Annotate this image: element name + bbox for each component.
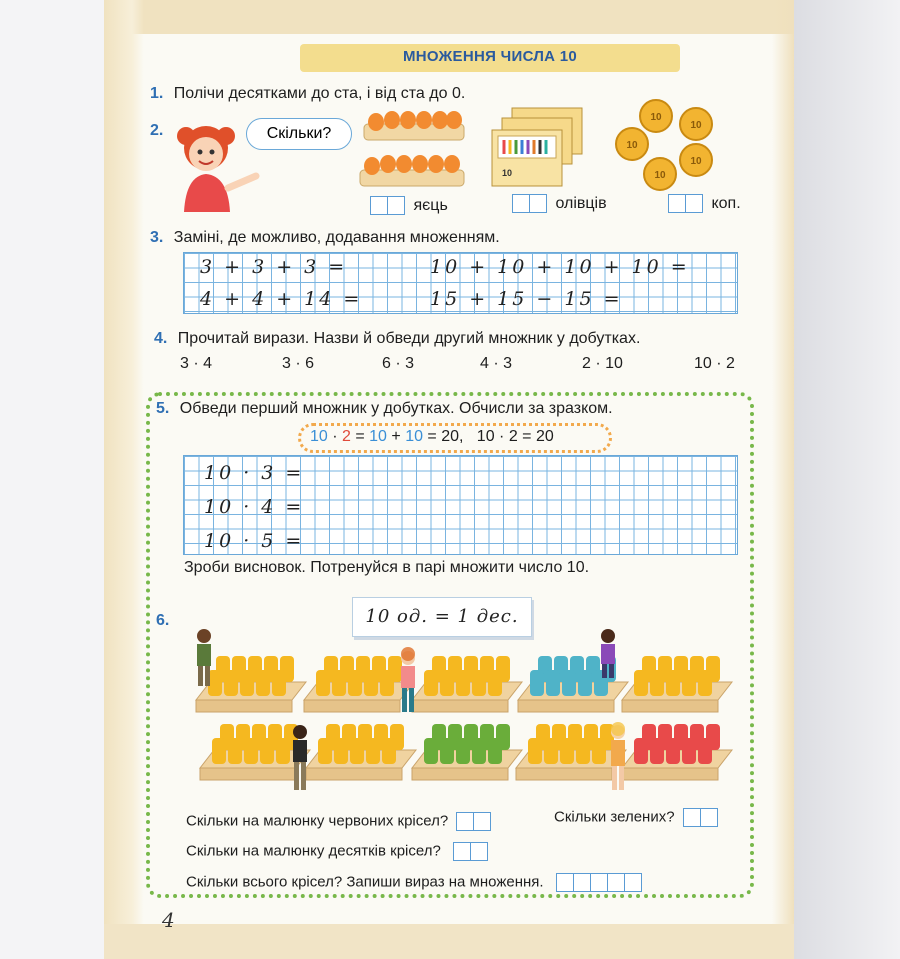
task-number: 5. <box>156 400 170 417</box>
expression-row: 3 + 3 + 3 = <box>200 256 348 278</box>
eggs-answer <box>370 196 448 215</box>
question-3 <box>186 842 488 861</box>
sample-dot: · <box>327 428 343 445</box>
answer-box[interactable] <box>529 194 547 213</box>
question-text: Скільки на малюнку червоних крісел? <box>186 812 449 830</box>
chairs-illustration <box>188 624 748 794</box>
answer-box[interactable] <box>668 194 686 213</box>
expression[interactable]: 3 · 4 <box>180 355 213 372</box>
answer-box[interactable] <box>700 808 718 827</box>
coin-value: 10 <box>626 140 638 151</box>
answer-box[interactable] <box>624 873 642 892</box>
answer-box[interactable] <box>387 196 405 215</box>
pencils-label: олівців <box>555 194 607 212</box>
task-number: 4. <box>154 330 168 347</box>
pencils-answer <box>512 194 607 213</box>
answer-box[interactable] <box>370 196 388 215</box>
answer-box[interactable] <box>512 194 530 213</box>
speech-bubble <box>246 118 352 150</box>
expression[interactable]: 6 · 3 <box>382 355 415 372</box>
sample-expression <box>310 428 554 446</box>
expression-row: 15 + 15 − 15 = <box>430 288 623 310</box>
frame-bottom <box>104 924 794 959</box>
question-text: Скільки всього крісел? Запиши вираз на множення. <box>186 873 544 891</box>
task-number: 6. <box>156 612 170 629</box>
background-right <box>794 0 900 959</box>
background-left <box>0 0 104 959</box>
coin-value: 10 <box>650 112 662 123</box>
eggs-label: яєць <box>413 196 448 214</box>
sample-equals: = <box>350 428 370 445</box>
speech-bubble-text: Скільки? <box>266 125 332 142</box>
question-text: Скільки зелених? <box>554 808 675 826</box>
answer-box[interactable] <box>470 842 488 861</box>
task-number: 2. <box>150 122 164 139</box>
coin-value: 10 <box>690 156 702 167</box>
answer-box[interactable] <box>556 873 574 892</box>
coin-value: 10 <box>690 120 702 131</box>
answer-box[interactable] <box>683 808 701 827</box>
units-card-text: 10 од. = 1 дес. <box>365 606 519 627</box>
expression[interactable]: 2 · 10 <box>582 355 623 372</box>
task-1 <box>150 85 465 103</box>
sample-plus: + <box>386 428 406 445</box>
answer-box[interactable] <box>685 194 703 213</box>
sample-result: = 20, 10 · 2 = 20 <box>422 428 554 445</box>
sample-term-1: 10 <box>369 428 387 445</box>
answer-box[interactable] <box>453 842 471 861</box>
coins-label: коп. <box>711 194 741 212</box>
coin-value: 10 <box>654 170 666 181</box>
frame-left <box>104 0 144 959</box>
question-text: Скільки на малюнку десятків крісел? <box>186 842 441 860</box>
task-text: Заміні, де можливо, додавання множенням. <box>173 229 500 246</box>
sample-factor-a: 10 <box>310 428 328 445</box>
task-number: 3. <box>150 229 164 246</box>
expression[interactable]: 4 · 3 <box>480 355 513 372</box>
answer-box[interactable] <box>473 812 491 831</box>
expression-row: 10 · 5 = <box>204 530 305 552</box>
task-4 <box>154 330 640 348</box>
expression-row: 10 + 10 + 10 + 10 = <box>430 256 690 278</box>
expression-row: 10 · 3 = <box>204 462 305 484</box>
expression[interactable]: 10 · 2 <box>694 355 735 372</box>
pencil-boxes <box>488 104 588 190</box>
frame-top <box>104 0 794 34</box>
coins <box>612 98 722 194</box>
conclusion-text: Зроби висновок. Потренуйся в парі множити число 10. <box>184 559 590 576</box>
pencil-box-value: 10 <box>502 168 513 178</box>
expression-row: 4 + 4 + 14 = <box>200 288 363 310</box>
page-title: МНОЖЕННЯ ЧИСЛА 10 <box>402 48 578 65</box>
frame-right <box>772 0 794 959</box>
task-text: Полічи десятками до ста, і від ста до 0. <box>173 85 466 102</box>
egg-cartons <box>358 104 468 194</box>
task-text: Обведи перший множник у добутках. Обчисли за зразком. <box>179 400 613 417</box>
answer-box[interactable] <box>456 812 474 831</box>
page-number: 4 <box>162 908 175 932</box>
question-1 <box>186 812 491 831</box>
answer-box[interactable] <box>607 873 625 892</box>
task-number: 1. <box>150 85 164 102</box>
expression[interactable]: 3 · 6 <box>282 355 315 372</box>
question-2 <box>554 808 718 827</box>
task-3 <box>150 229 500 247</box>
task-text: Прочитай вирази. Назви й обведи другий множник у добутках. <box>177 330 641 347</box>
coins-answer <box>668 194 741 213</box>
expression-row: 10 · 4 = <box>204 496 305 518</box>
sample-factor-b: 2 <box>342 428 351 445</box>
question-4 <box>186 873 642 892</box>
answer-box[interactable] <box>590 873 608 892</box>
task-5 <box>156 400 613 418</box>
answer-box[interactable] <box>573 873 591 892</box>
sample-term-2: 10 <box>405 428 423 445</box>
